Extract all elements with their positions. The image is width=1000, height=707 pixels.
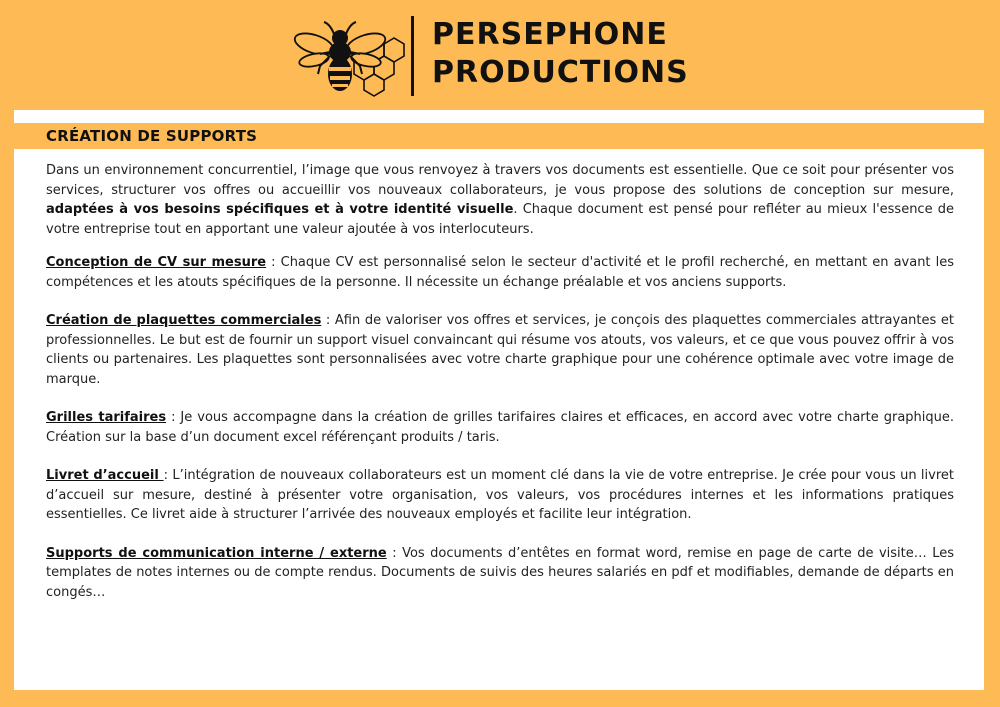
intro-text-before: Dans un environnement concurrentiel, l’image que vous renvoyez à travers vos documents est essentielle. Que ce soit pour présenter vos services, structurer vos offres ou accueillir vos nouveaux collaborateurs, je vous propose des solutions de conception sur mesure,: [46, 163, 954, 198]
section-title: CRÉATION DE SUPPORTS: [46, 127, 258, 145]
service-item-plaquettes: [46, 311, 954, 389]
header-divider: [411, 16, 414, 96]
service-term: Conception de CV sur mesure: [46, 255, 267, 270]
service-item-supports: [46, 544, 954, 603]
intro-paragraph: [46, 161, 954, 239]
brand-line-1: PERSEPHONE: [432, 17, 668, 52]
bee-honeycomb-icon: [290, 14, 420, 98]
service-item-livret: [46, 466, 954, 525]
service-description: : Chaque CV est personnalisé selon le secteur d'activité et le profil recherché, en mettant en avant les compétences et les atouts spécifiques de la personne. Il nécessite un échange préalable et vos anciens supports.: [46, 255, 955, 290]
page-header: [0, 0, 1000, 110]
service-term: Création de plaquettes commerciales: [46, 313, 322, 328]
service-description: : Vos documents d’entêtes en format word, remise en page de carte de visite… Les templates de notes internes ou de compte rendus. Documents de suivis des heures salariés en pdf et modifiables, demande de départs en congés…: [46, 545, 954, 600]
intro-text-after: . Chaque document est pensé pour refléter au mieux l'essence de votre entreprise tout en apportant une valeur ajoutée à vos interlocuteurs.: [46, 202, 955, 237]
service-term: Grilles tarifaires: [46, 410, 167, 425]
service-description: : Afin de valoriser vos offres et services, je conçois des plaquettes commerciales attrayantes et professionnelles. Le but est de fournir un support visuel convaincant qui résume vos atouts, vos valeurs, et ce que vous pouvez offrir à vos clients ou partenaires. Les plaquettes sont personnalisées avec votre charte graphique pour une cohérence optimale avec votre image de marque.: [46, 313, 954, 387]
service-term: Supports de communication interne / externe: [46, 545, 387, 561]
brand-line-2: PRODUCTIONS: [432, 55, 689, 90]
service-description: : Je vous accompagne dans la création de grilles tarifaires claires et efficaces, en accord avec votre charte graphique. Création sur la base d’un document excel référençant produits / taris.: [46, 410, 955, 445]
brand-name: [432, 16, 689, 92]
intro-emphasis: adaptées à vos besoins spécifiques et à votre identité visuelle: [46, 202, 514, 217]
service-item-cv: [46, 253, 954, 292]
service-description: : L’intégration de nouveaux collaborateurs est un moment clé dans la vie de votre entreprise. Je crée pour vous un livret d’accueil sur mesure, destiné à présenter votre organisation, vos valeurs, vos procédures internes et les informations pratiques essentielles. Ce livret aide à structurer l’arrivée des nouveaux employés et facilite leur intégration.: [46, 468, 955, 522]
service-item-grilles: [46, 408, 954, 447]
service-term: Livret d’accueil: [46, 468, 164, 483]
content-body: [46, 161, 954, 621]
